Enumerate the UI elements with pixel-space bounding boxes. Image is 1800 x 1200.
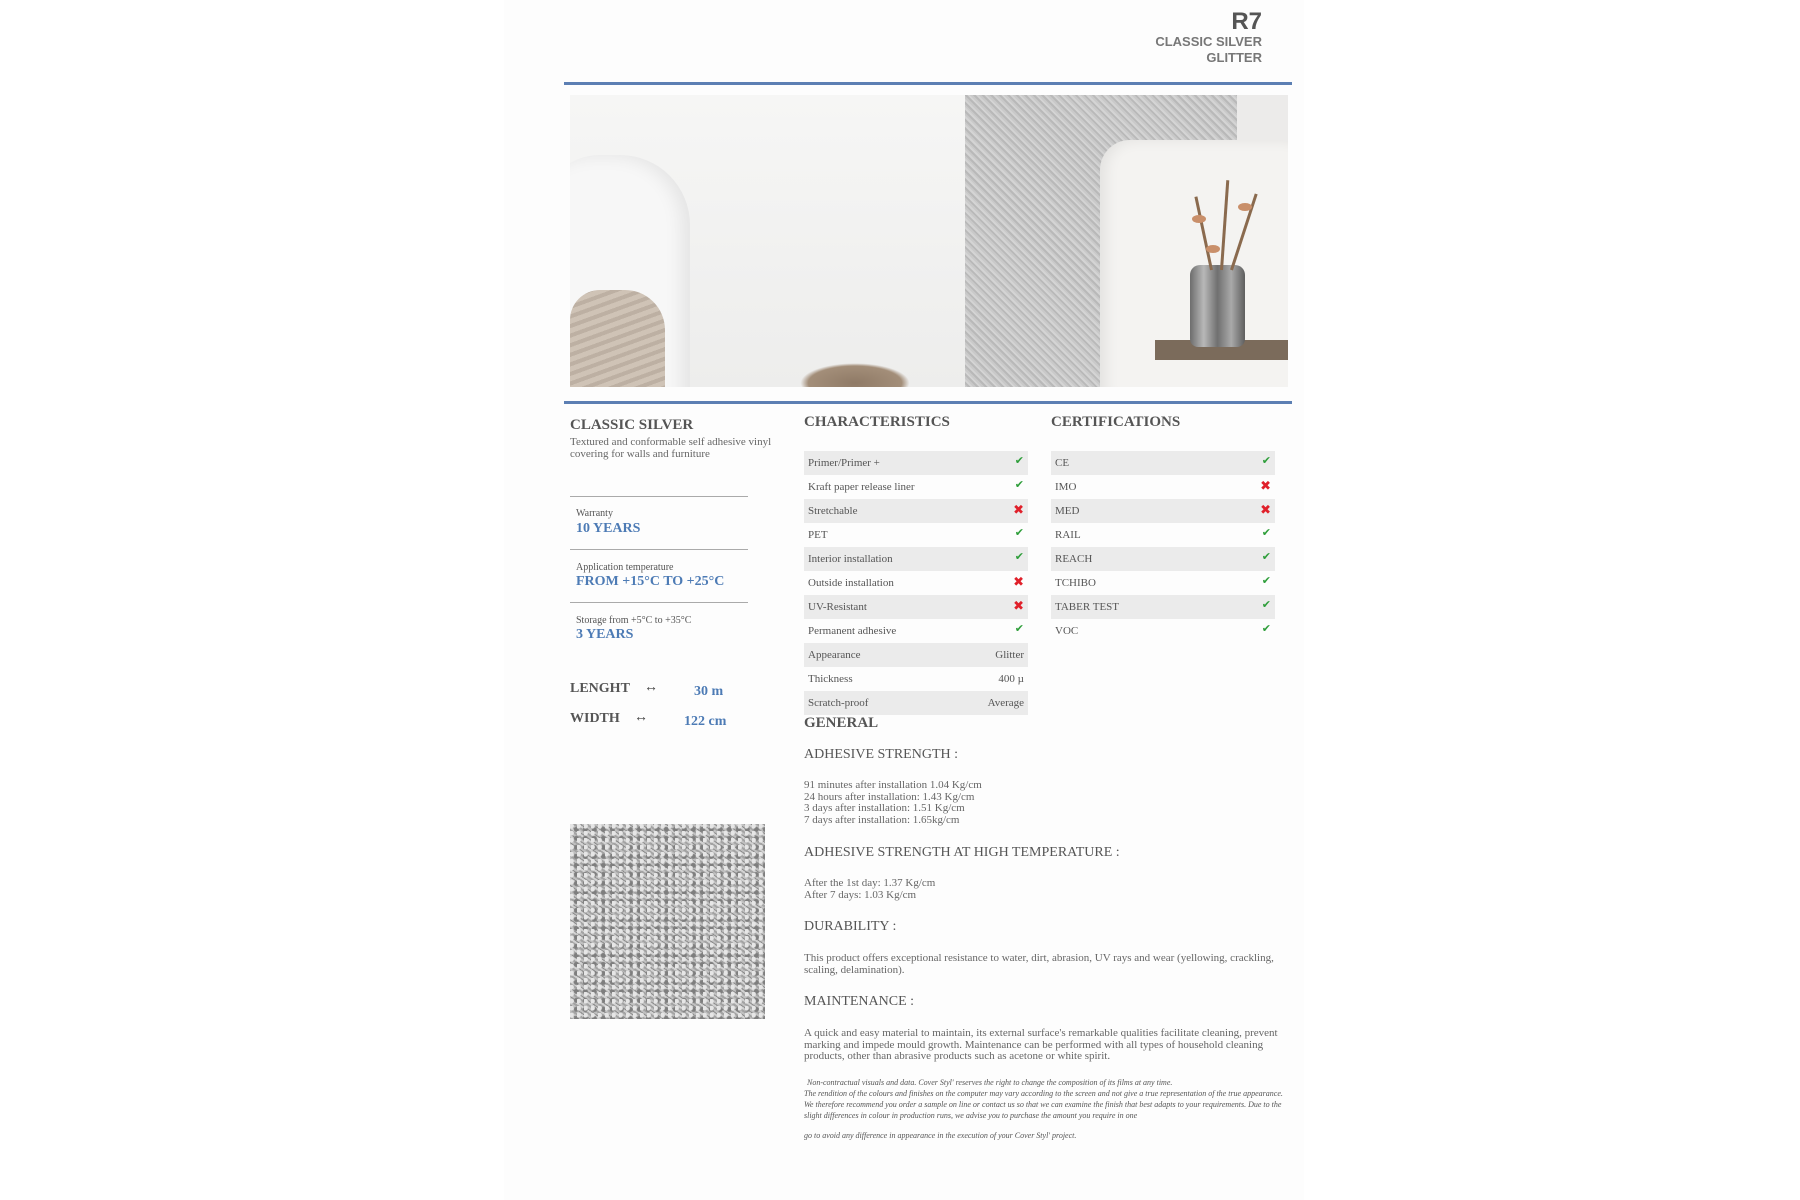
certification-row (1051, 523, 1275, 547)
characteristic-row (804, 643, 1028, 667)
divider (570, 602, 748, 603)
width-label: WIDTH (570, 711, 620, 726)
certification-row (1051, 475, 1275, 499)
characteristic-label: UV-Resistant (808, 601, 867, 613)
certification-label: CE (1055, 457, 1070, 469)
dried-flower (1192, 215, 1206, 223)
characteristic-label: Thickness (808, 673, 853, 685)
cross-icon: ✖ (1013, 575, 1024, 590)
dried-flower (1206, 245, 1220, 253)
adhesive-strength-text (804, 780, 1284, 826)
application-temperature-value: FROM +15°C TO +25°C (576, 574, 725, 589)
characteristic-row (804, 547, 1028, 571)
characteristic-label: Interior installation (808, 553, 893, 565)
storage-label: Storage from +5°C to +35°C (576, 615, 692, 626)
divider (570, 496, 748, 497)
dried-flower (1238, 203, 1252, 211)
characteristics-title: CHARACTERISTICS (804, 414, 950, 430)
certification-label: IMO (1055, 481, 1077, 493)
spec-sheet-page (504, 0, 1304, 1200)
adhesive-line: 24 hours after installation: 1.43 Kg/cm (804, 790, 975, 803)
characteristic-value: Average (987, 697, 1024, 709)
application-temperature-label: Application temperature (576, 562, 674, 573)
certification-label: TABER TEST (1055, 601, 1120, 613)
cross-icon: ✖ (1260, 503, 1271, 518)
characteristic-label: Primer/Primer + (808, 457, 880, 469)
check-icon: ✔ (1014, 526, 1024, 539)
cross-icon: ✖ (1013, 503, 1024, 518)
characteristic-row (804, 619, 1028, 643)
characteristic-label: Outside installation (808, 577, 894, 589)
characteristic-label: Permanent adhesive (808, 625, 897, 637)
certification-row (1051, 619, 1275, 643)
check-icon: ✔ (1261, 550, 1271, 563)
high-temperature-text (804, 878, 1284, 901)
certification-label: VOC (1055, 625, 1079, 637)
durability-title: DURABILITY : (804, 919, 897, 934)
check-icon: ✔ (1261, 574, 1271, 587)
characteristic-row (804, 523, 1028, 547)
header-divider (564, 82, 1292, 85)
knit-blanket (570, 290, 665, 387)
length-value: 30 m (694, 684, 724, 699)
product-name: CLASSIC SILVER (570, 417, 694, 433)
high-temperature-line: After the 1st day: 1.37 Kg/cm (804, 877, 936, 889)
certification-row (1051, 547, 1275, 571)
characteristic-value: 400 µ (998, 673, 1024, 685)
double-arrow-icon: ↔ (634, 710, 648, 725)
characteristic-row (804, 571, 1028, 595)
certification-row (1051, 571, 1275, 595)
certification-label: RAIL (1055, 529, 1081, 541)
certification-row (1051, 595, 1275, 619)
warranty-value: 10 YEARS (576, 521, 641, 536)
high-temperature-title: ADHESIVE STRENGTH AT HIGH TEMPERATURE : (804, 845, 1120, 860)
check-icon: ✔ (1261, 598, 1271, 611)
certification-row (1051, 499, 1275, 523)
characteristic-label: Scratch-proof (808, 697, 869, 709)
double-arrow-icon: ↔ (644, 680, 658, 695)
length-label: LENGHT (570, 681, 630, 696)
certification-label: TCHIBO (1055, 577, 1096, 589)
characteristic-row (804, 499, 1028, 523)
characteristics-table (804, 451, 1028, 715)
check-icon: ✔ (1261, 454, 1271, 467)
check-icon: ✔ (1014, 550, 1024, 563)
adhesive-strength-title: ADHESIVE STRENGTH : (804, 747, 958, 762)
characteristic-row (804, 595, 1028, 619)
check-icon: ✔ (1261, 526, 1271, 539)
adhesive-line: 3 days after installation: 1.51 Kg/cm (804, 802, 965, 814)
characteristic-label: Kraft paper release liner (808, 481, 915, 493)
check-icon: ✔ (1014, 622, 1024, 635)
characteristic-label: Appearance (808, 649, 861, 661)
cross-icon: ✖ (1260, 479, 1271, 494)
check-icon: ✔ (1261, 622, 1271, 635)
check-icon: ✔ (1014, 478, 1024, 491)
product-title: CLASSIC SILVER GLITTER (1155, 34, 1262, 65)
certification-label: REACH (1055, 553, 1093, 565)
durability-text: This product offers exceptional resistance to water, dirt, abrasion, UV rays and wear (yellowing, crackling, scaling, delamination). (804, 952, 1274, 976)
characteristic-row (804, 451, 1028, 475)
width-value: 122 cm (684, 714, 727, 729)
maintenance-text: A quick and easy material to maintain, its external surface's remarkable qualities facilitate cleaning, prevent marking and impede mould growth. Maintenance can be performed with all types of household cleaning products, other than abrasive products such as acetone or white spirit. (804, 1027, 1278, 1062)
warranty-label: Warranty (576, 508, 613, 519)
maintenance-title: MAINTENANCE : (804, 994, 915, 1009)
material-swatch (570, 824, 765, 1019)
disclaimer-line-1: Non-contractual visuals and data. Cover Styl' reserves the right to change the composition of its films at any time. (807, 1078, 1173, 1087)
certifications-table (1051, 451, 1275, 643)
characteristic-label: PET (808, 529, 828, 541)
characteristic-row (804, 691, 1028, 715)
adhesive-line: 91 minutes after installation 1.04 Kg/cm (804, 779, 982, 791)
disclaimer-line-2: The rendition of the colours and finishes on the computer may vary according to the screen and not give a true representation of the true appearance. We therefore recommend you order a sample on line or contact us so that we can examine the finish that best adapts to your requirements. Due to the slight differences in colour in production runs, we advise you to purchase the amount you require in one (804, 1089, 1283, 1120)
storage-value: 3 YEARS (576, 627, 634, 642)
section-divider (564, 401, 1292, 404)
certifications-title: CERTIFICATIONS (1051, 414, 1181, 430)
silver-vase (1190, 265, 1245, 347)
cross-icon: ✖ (1013, 599, 1024, 614)
characteristic-value: Glitter (995, 649, 1024, 661)
hero-image (570, 95, 1288, 387)
general-title: GENERAL (804, 715, 879, 731)
high-temperature-line: After 7 days: 1.03 Kg/cm (804, 888, 917, 901)
adhesive-line: 7 days after installation: 1.65kg/cm (804, 813, 960, 826)
disclaimer-line-3: go to avoid any difference in appearance in the execution of your Cover Styl' project. (804, 1131, 1077, 1140)
product-description: Textured and conformable self adhesive vinyl covering for walls and furniture (570, 436, 772, 460)
certification-row (1051, 451, 1275, 475)
characteristic-label: Stretchable (808, 505, 858, 517)
product-code: R7 (1231, 8, 1262, 35)
certification-label: MED (1055, 505, 1080, 517)
characteristic-row (804, 475, 1028, 499)
woven-basket (800, 363, 910, 387)
check-icon: ✔ (1014, 454, 1024, 467)
characteristic-row (804, 667, 1028, 691)
divider (570, 549, 748, 550)
